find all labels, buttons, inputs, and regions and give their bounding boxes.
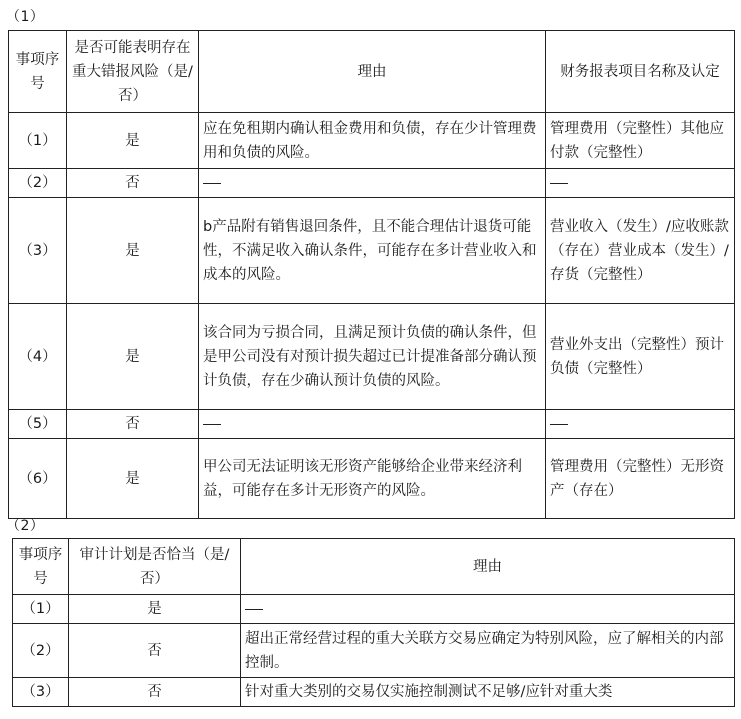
row-no: （5） <box>9 410 67 439</box>
row-no: （1） <box>9 113 67 169</box>
row-risk: 否 <box>67 169 199 198</box>
row-items-dash <box>546 410 735 439</box>
row-no: （6） <box>9 439 67 519</box>
row-items-dash <box>546 169 735 198</box>
row-reason-dash <box>199 169 546 198</box>
table-row <box>13 595 735 624</box>
row-risk: 是 <box>67 439 199 519</box>
table-header-row <box>13 539 735 595</box>
header-risk: 是否可能表明存在重大错报风险（是/否） <box>67 31 199 113</box>
audit-plan-table <box>12 538 735 707</box>
row-reason: 甲公司无法证明该无形资产能够给企业带来经济利益，可能存在多计无形资产的风险。 <box>199 439 546 519</box>
table-row <box>13 678 735 707</box>
row-reason: b产品附有销售退回条件，且不能合理估计退货可能性，不满足收入确认条件，可能存在多计营业收入和成本的风险。 <box>199 198 546 304</box>
header-item-no: 事项序号 <box>13 539 69 595</box>
dash-mark <box>550 424 568 425</box>
row-reason: 该合同为亏损合同，且满足预计负债的确认条件，但是甲公司没有对预计损失超过已计提准备部分确认预计负债，存在少确认预计负债的风险。 <box>199 304 546 410</box>
table-row <box>9 198 735 304</box>
row-items: 管理费用（完整性）无形资产（存在） <box>546 439 735 519</box>
header-item-no: 事项序号 <box>9 31 67 113</box>
row-reason-dash <box>199 410 546 439</box>
dash-mark <box>203 424 221 425</box>
header-plan-ok: 审计计划是否恰当（是/否） <box>69 539 241 595</box>
row-items: 营业外支出（完整性）预计负债（完整性） <box>546 304 735 410</box>
header-reason: 理由 <box>241 539 735 595</box>
row-no: （3） <box>9 198 67 304</box>
section-1-label: （1） <box>6 9 45 25</box>
row-no: （3） <box>13 678 69 707</box>
dash-mark <box>203 183 221 184</box>
row-plan-ok: 否 <box>69 678 241 707</box>
row-risk: 是 <box>67 113 199 169</box>
risk-assessment-table <box>8 30 735 519</box>
row-items: 营业收入（发生）/应收账款（存在）营业成本（发生）/存货（完整性） <box>546 198 735 304</box>
row-plan-ok: 否 <box>69 624 241 678</box>
dash-mark <box>550 183 568 184</box>
row-items: 管理费用（完整性）其他应付款（完整性） <box>546 113 735 169</box>
row-no: （4） <box>9 304 67 410</box>
header-reason: 理由 <box>199 31 546 113</box>
row-plan-ok: 是 <box>69 595 241 624</box>
table-row <box>9 304 735 410</box>
table-row <box>9 113 735 169</box>
table-row <box>9 439 735 519</box>
row-reason: 超出正常经营过程的重大关联方交易应确定为特别风险，应了解相关的内部控制。 <box>241 624 735 678</box>
table-header-row <box>9 31 735 113</box>
row-reason: 针对重大类别的交易仅实施控制测试不足够/应针对重大类 <box>241 678 735 707</box>
row-no: （2） <box>9 169 67 198</box>
row-reason: 应在免租期内确认租金费用和负债，存在少计管理费用和负债的风险。 <box>199 113 546 169</box>
row-risk: 否 <box>67 410 199 439</box>
section-2-label: （2） <box>6 518 45 534</box>
table-row <box>9 410 735 439</box>
table-row <box>9 169 735 198</box>
row-no: （1） <box>13 595 69 624</box>
row-no: （2） <box>13 624 69 678</box>
row-reason-dash <box>241 595 735 624</box>
row-risk: 是 <box>67 198 199 304</box>
dash-mark <box>245 609 263 610</box>
header-items: 财务报表项目名称及认定 <box>546 31 735 113</box>
row-risk: 是 <box>67 304 199 410</box>
table-row <box>13 624 735 678</box>
